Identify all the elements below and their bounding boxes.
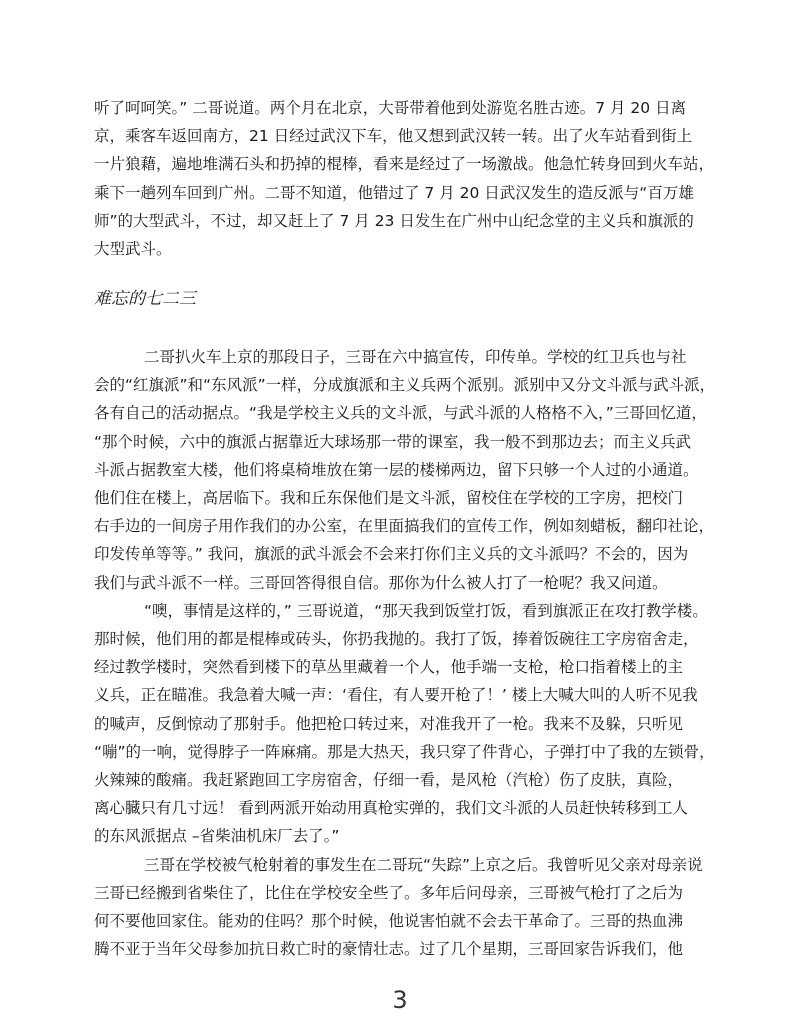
text-line: 会的“红旗派”和“东风派”一样，分成旗派和主义兵两个派别。派别中又分文斗派与武斗派， <box>94 376 716 395</box>
text-line: 那时候，他们用的都是棍棒或砖头，你扔我抛的。我打了饭，捧着饭碗往工字房宿舍走， <box>94 630 699 649</box>
text-line: 印发传单等等。” 我问，旗派的武斗派会不会来打你们主义兵的文斗派吗？不会的，因为 <box>94 545 689 564</box>
text-line: 火辣辣的酸痛。我赶紧跑回工字房宿舍，仔细一看，是风枪（汽枪）伤了皮肤，真险， <box>94 771 684 790</box>
text-line: “那个时候，六中的旗派占据靠近大球场那一带的课室，我一般不到那边去；而主义兵武 <box>94 432 692 451</box>
text-line: 离心臓只有几寸远！ 看到两派开始动用真枪实弹的，我们文斗派的人员赶快转移到工人 <box>94 799 688 818</box>
text-line: 腾不亚于当年父母参加抗日救亡时的豪情壮志。过了几个星期，三哥回家告诉我们，他 <box>94 940 684 959</box>
text-line: “嘣”的一响，觉得脖子一阵麻痛。那是大热天，我只穿了件背心，子弹打中了我的左锁骨， <box>94 742 715 761</box>
text-line: 何不要他回家住。能劝的住吗？那个时候，他说害怕就不会去干革命了。三哥的热血沸 <box>94 912 684 931</box>
text-line: 右手边的一间房子用作我们的办公室，在里面搞我们的宣传工作，例如刻蜡板，翻印社论， <box>94 517 715 536</box>
text-line: 经过教学楼时，突然看到楼下的草丛里藏着一个人，他手端一支枪，枪口指着楼上的主 <box>94 658 684 677</box>
text-line: 乘下一趟列车回到广州。二哥不知道，他错过了 7 月 20 日武汉发生的造反派与“百万雄 <box>94 183 694 202</box>
section-heading: 难忘的七二三 <box>94 289 196 309</box>
intro-paragraph <box>94 94 714 263</box>
body-text <box>94 343 715 963</box>
text-line: 各有自己的活动据点。“我是学校主义兵的文斗派，与武斗派的人格格不入，”三哥回忆道， <box>94 404 707 423</box>
text-line: 师”的大型武斗，不过，却又赶上了 7 月 23 日发生在广州中山纪念堂的主义兵和旗派的 <box>94 211 694 230</box>
paragraph-first-line: 二哥扒火车上京的那段日子，三哥在六中搞宣传，印传单。学校的红卫兵也与社 <box>144 348 687 366</box>
text-line: 他们住在楼上，高居临下。我和丘东保他们是文斗派，留校住在学校的工字房，把校门 <box>94 489 684 508</box>
text-line: 的喊声，反倒惊动了那射手。他把枪口转过来，对准我开了一枪。我来不及躲，只听见 <box>94 714 684 733</box>
text-line: 的东风派据点 –省柴油机床厂去了。” <box>94 827 340 846</box>
text-line: 京，乘客车返回南方，21 日经过武汉下车，他又想到武汉转一转。出了火车站看到街上 <box>94 127 693 146</box>
text-line: 三哥已经搬到省柴住了，比住在学校安全些了。多年后问母亲，三哥被气枪打了之后为 <box>94 883 684 902</box>
text-line: 斗派占据教室大楼，他们将桌椅堆放在第一层的楼梯两边，留下只够一个人过的小通道。 <box>94 460 699 479</box>
text-line: 大型武斗。 <box>94 240 172 259</box>
text-line: 听了呵呵笑。” 二哥说道。两个月在北京，大哥带着他到处游览名胜古迹。7 月 20 日离 <box>94 99 687 117</box>
text-line: 我们与武斗派不一样。三哥回答得很自信。那你为什么被人打了一枪呢？我又问道。 <box>94 573 668 592</box>
text-line: 一片狼藉，遍地堆满石头和扔掉的棍棒，看来是经过了一场激战。他急忙转身回到火车站， <box>94 155 715 174</box>
page-number: 3 <box>392 986 408 1014</box>
paragraph-first-line: “噢，事情是这样的，” 三哥说道，“那天我到饭堂打饭，看到旗派正在攻打教学楼。 <box>144 601 708 620</box>
text-line: 义兵，正在瞄准。我急着大喊一声：‘看住，有人要开枪了！’ 楼上大喊大叫的人听不见我 <box>94 686 698 705</box>
paragraph-first-line: 三哥在学校被气枪射着的事发生在二哥玩“失踪”上京之后。我曾听见父亲对母亲说 <box>144 855 703 874</box>
